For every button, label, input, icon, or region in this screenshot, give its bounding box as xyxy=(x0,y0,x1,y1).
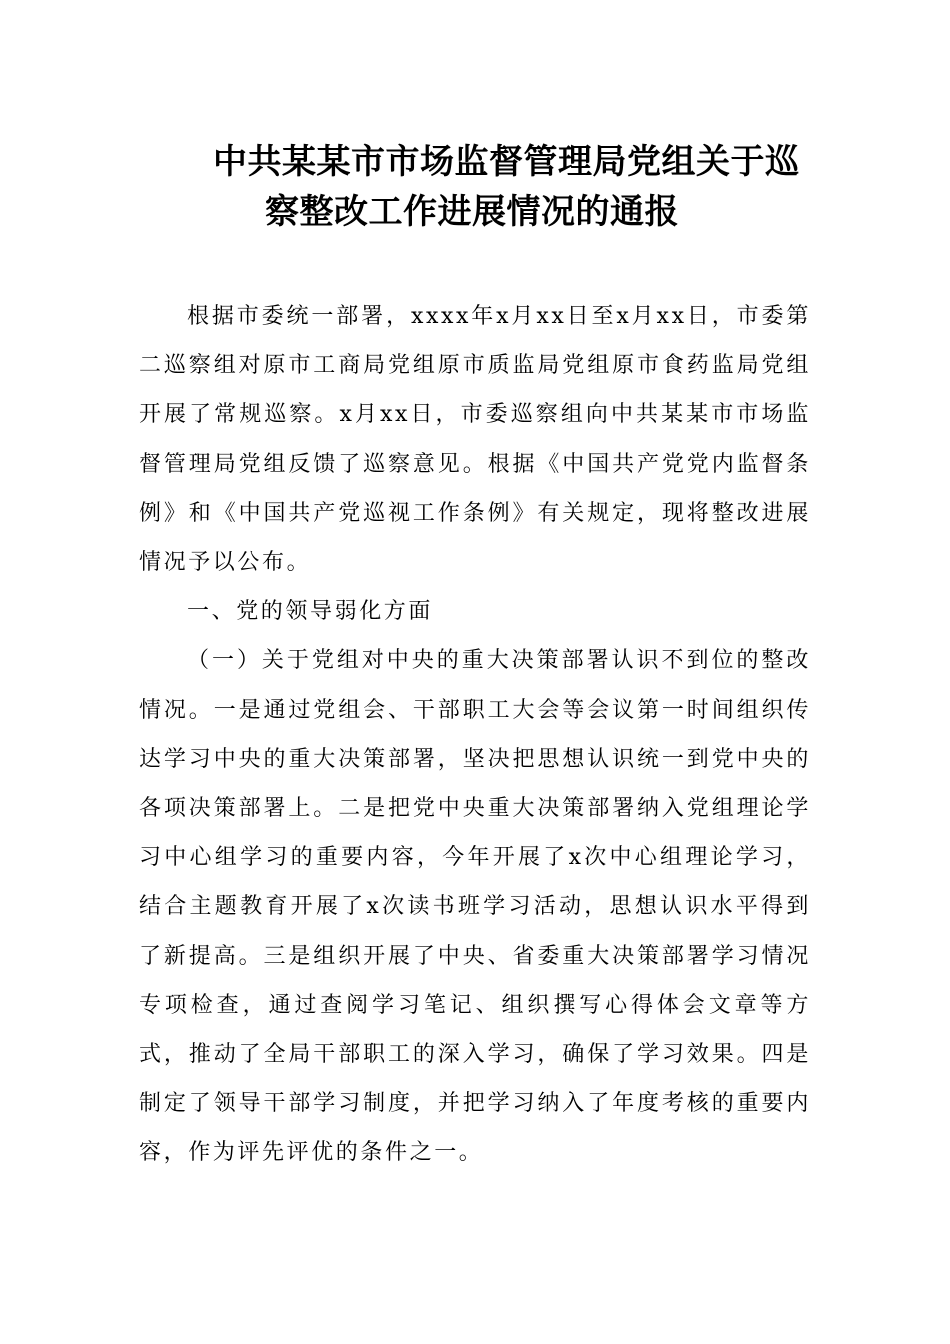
document-title-line-1: 中共某某市市场监督管理局党组关于巡 xyxy=(213,142,800,182)
document-title-line-2: 察整改工作进展情况的通报 xyxy=(265,192,679,232)
intro-paragraph: 根据市委统一部署，xxxx年x月xx日至x月xx日，市委第二巡察组对原市工商局党组原市质监局党组原市食药监局党组开展了常规巡察。x月xx日，市委巡察组向中共某某市市场监督管理局党组反馈了巡察意见。根据《中国共产党党内监督条例》和《中国共产党巡视工作条例》有关规定，现将整改进展情况予以公布。 xyxy=(139,304,811,576)
rectification-paragraph: （一）关于党组对中央的重大决策部署认识不到位的整改情况。一是通过党组会、干部职工大会等会议第一时间组织传达学习中央的重大决策部署，坚决把思想认识统一到党中央的各项决策部署上。二是把党中央重大决策部署纳入党组理论学习中心组学习的重要内容，今年开展了x次中心组理论学习，结合主题教育开展了x次读书班学习活动，思想认识水平得到了新提高。三是组织开展了中央、省委重大决策部署学习情况专项检查，通过查阅学习笔记、组织撰写心得体会文章等方式，推动了全局干部职工的深入学习，确保了学习效果。四是制定了领导干部学习制度，并把学习纳入了年度考核的重要内容，作为评先评优的条件之一。 xyxy=(139,648,811,1166)
section-heading: 一、党的领导弱化方面 xyxy=(187,599,434,625)
document-body xyxy=(139,292,811,1178)
